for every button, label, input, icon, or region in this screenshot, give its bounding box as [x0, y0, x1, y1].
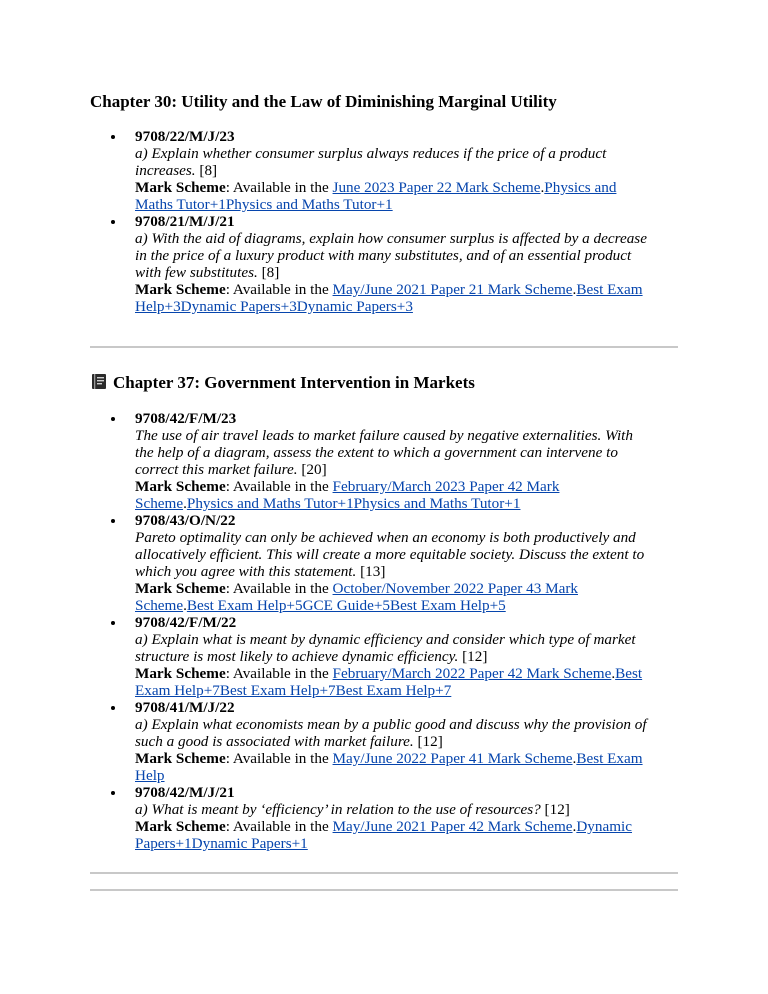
paper-code: 9708/42/M/J/21	[135, 784, 235, 801]
question-text: a) With the aid of diagrams, explain how consumer surplus is affected by a decrease in the price of a luxury product with many substitutes, and of an essential product with few substitutes.	[135, 230, 647, 281]
source-link[interactable]: Best Exam Help+3Dynamic Papers+3Dynamic Papers+3	[135, 281, 643, 315]
mark-scheme-link[interactable]: May/June 2022 Paper 41 Mark Scheme	[332, 750, 573, 767]
question-text: a) Explain what is meant by dynamic efficiency and consider which type of market structure is most likely to achieve dynamic efficiency.	[135, 631, 636, 665]
list-item	[90, 699, 650, 784]
mark-scheme-label: Mark Scheme	[135, 750, 226, 767]
chapter-30-question-list	[90, 128, 650, 315]
paper-code: 9708/42/F/M/23	[135, 410, 237, 427]
source-link[interactable]: Best Exam Help+7Best Exam Help+7Best Exam Help+7	[135, 665, 643, 699]
question-text: a) Explain what economists mean by a public good and discuss why the provision of such a good is associated with market failure.	[135, 716, 647, 750]
marks: [20]	[301, 461, 327, 478]
mark-scheme-label: Mark Scheme	[135, 818, 226, 835]
section-divider	[90, 889, 678, 891]
paper-code: 9708/43/O/N/22	[135, 512, 236, 529]
list-item	[90, 128, 650, 213]
list-item	[90, 784, 650, 852]
paper-code: 9708/42/F/M/22	[135, 614, 237, 631]
source-link[interactable]: Physics and Maths Tutor+1Physics and Maths Tutor+1	[186, 495, 521, 512]
mark-scheme-text: : Available in the	[225, 818, 333, 835]
marks: [12]	[462, 648, 488, 665]
mark-scheme-link[interactable]: May/June 2021 Paper 42 Mark Scheme	[332, 818, 573, 835]
mark-scheme-text: : Available in the	[225, 179, 333, 196]
mark-scheme-label: Mark Scheme	[135, 281, 226, 298]
source-link[interactable]: Dynamic Papers+1Dynamic Papers+1	[135, 818, 633, 852]
source-link[interactable]: Physics and Maths Tutor+1Physics and Maths Tutor+1	[135, 179, 617, 213]
marks: [13]	[360, 563, 386, 580]
chapter-37-question-list	[90, 410, 650, 852]
section-divider	[90, 346, 678, 348]
source-link[interactable]: Best Exam Help+5GCE Guide+5Best Exam Help+5	[186, 597, 506, 614]
source-link[interactable]: Best Exam Help	[135, 750, 643, 784]
book-icon	[91, 373, 107, 390]
marks: [8]	[261, 264, 280, 281]
paper-code: 9708/41/M/J/22	[135, 699, 235, 716]
question-text: a) Explain whether consumer surplus always reduces if the price of a product increases.	[135, 145, 607, 179]
question-text: The use of air travel leads to market failure caused by negative externalities. With the help of a diagram, assess the extent to which a government can intervene to correct this market failure.	[135, 427, 633, 478]
question-text: a) What is meant by ‘efficiency’ in relation to the use of resources?	[135, 801, 541, 818]
separator: .	[183, 597, 187, 614]
list-item	[90, 512, 650, 614]
chapter-37-title: Chapter 37: Government Intervention in Markets	[113, 373, 475, 392]
mark-scheme-text: : Available in the	[225, 750, 333, 767]
mark-scheme-text: : Available in the	[225, 580, 333, 597]
marks: [12]	[417, 733, 443, 750]
list-item	[90, 410, 650, 512]
marks: [8]	[199, 162, 218, 179]
mark-scheme-link[interactable]: February/March 2022 Paper 42 Mark Scheme	[332, 665, 612, 682]
mark-scheme-label: Mark Scheme	[135, 179, 226, 196]
marks: [12]	[544, 801, 570, 818]
section-divider	[90, 872, 678, 874]
mark-scheme-label: Mark Scheme	[135, 478, 226, 495]
mark-scheme-text: : Available in the	[225, 281, 333, 298]
paper-code: 9708/22/M/J/23	[135, 128, 235, 145]
paper-code: 9708/21/M/J/21	[135, 213, 235, 230]
mark-scheme-text: : Available in the	[225, 478, 333, 495]
mark-scheme-link[interactable]: June 2023 Paper 22 Mark Scheme	[332, 179, 541, 196]
separator: .	[572, 281, 577, 298]
mark-scheme-link[interactable]: October/November 2022 Paper 43 Mark Scheme	[135, 580, 579, 614]
mark-scheme-link[interactable]: February/March 2023 Paper 42 Mark Scheme	[135, 478, 560, 512]
separator: .	[183, 495, 187, 512]
separator: .	[540, 179, 545, 196]
mark-scheme-label: Mark Scheme	[135, 665, 226, 682]
separator: .	[572, 750, 577, 767]
mark-scheme-link[interactable]: May/June 2021 Paper 21 Mark Scheme	[332, 281, 573, 298]
mark-scheme-text: : Available in the	[225, 665, 333, 682]
separator: .	[611, 665, 616, 682]
chapter-30-heading: Chapter 30: Utility and the Law of Diminishing Marginal Utility	[90, 92, 557, 111]
separator: .	[572, 818, 577, 835]
question-text: Pareto optimality can only be achieved when an economy is both productively and allocatively efficient. This will create a more equitable society. Discuss the extent to which you agree with this statement.	[135, 529, 645, 580]
list-item	[90, 614, 650, 699]
chapter-37-heading	[91, 373, 475, 393]
list-item	[90, 213, 650, 315]
mark-scheme-label: Mark Scheme	[135, 580, 226, 597]
